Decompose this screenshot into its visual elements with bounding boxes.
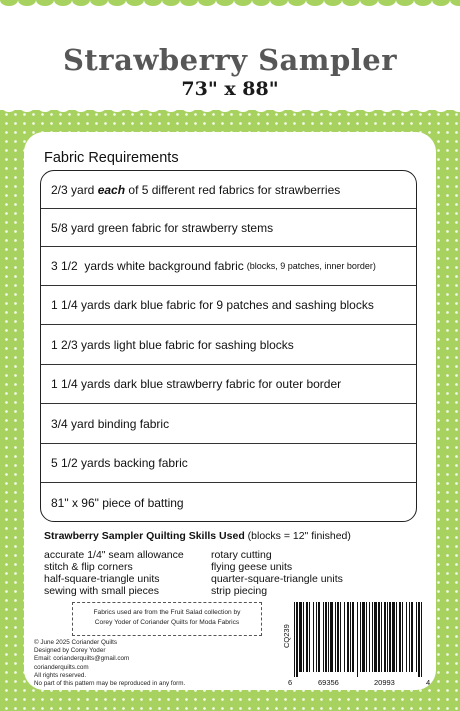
fabric-requirements-list: [40, 170, 417, 522]
credit-line: corianderquilts.com: [34, 663, 89, 671]
requirement-text: 2/3 yard: [51, 182, 98, 197]
skill-item: half-square-triangle units: [44, 573, 160, 585]
pattern-title: Strawberry Sampler: [62, 43, 398, 77]
barcode-digits: [282, 678, 430, 688]
skill-item: stitch & flip corners: [44, 561, 133, 573]
skill-item: sewing with small pieces: [44, 585, 159, 597]
skill-item: quarter-square-triangle units: [211, 573, 343, 585]
barcode-group-2: 20993: [374, 678, 395, 687]
skills-column-right: [211, 549, 343, 597]
requirement-text: 1 1/4 yards dark blue fabric for 9 patches and sashing blocks: [51, 298, 374, 312]
requirement-text: 5/8 yard green fabric for strawberry stems: [51, 220, 274, 235]
requirement-text: 3/4 yard binding fabric: [51, 416, 170, 431]
skill-item: accurate 1/4" seam allowance: [44, 549, 184, 561]
skills-heading-note: (blocks = 12" finished): [244, 530, 351, 542]
fabric-requirement-row: [41, 209, 416, 247]
skill-item: flying geese units: [211, 561, 293, 573]
fabric-requirement-row: [41, 365, 416, 404]
requirement-text: 1 2/3 yards light blue fabric for sashing blocks: [51, 337, 294, 352]
copyright-credits: [34, 639, 185, 688]
requirement-text-continued: of 5 different red fabrics for strawberries: [125, 182, 341, 197]
pattern-code: CQ239: [282, 624, 291, 648]
barcode-bars: [294, 602, 422, 677]
fabric-requirement-row: [41, 171, 416, 209]
fabric-collection-note: [72, 602, 262, 636]
scallop-top-edge: [0, 0, 460, 14]
barcode-digit-first: 6: [288, 678, 293, 687]
skill-item: rotary cutting: [211, 549, 272, 561]
skills-heading-title: Strawberry Sampler Quilting Skills Used: [44, 530, 245, 542]
requirement-text: 81" x 96" piece of batting: [51, 496, 184, 510]
requirement-text: 3 1/2 yards white background fabric: [51, 259, 244, 273]
requirement-emphasis: each: [97, 182, 126, 197]
credit-line: © June 2025 Coriander Quilts: [34, 639, 118, 646]
fabric-note-line: Fabrics used are from the Fruit Salad collection by: [93, 609, 241, 616]
fabric-requirement-row: [41, 483, 416, 522]
skill-item: strip piecing: [211, 585, 268, 597]
skills-heading: [44, 530, 351, 542]
fabric-note-line: Corey Yoder of Coriander Quilts for Moda Fabrics: [94, 619, 240, 626]
header-banner: [0, 0, 460, 110]
credit-line: All rights reserved.: [34, 671, 87, 679]
requirement-text: 5 1/2 yards backing fabric: [51, 456, 188, 470]
fabric-requirement-row: [41, 444, 416, 483]
credit-line: Designed by Corey Yoder: [34, 647, 106, 655]
fabric-requirement-row: [41, 247, 416, 286]
fabric-requirement-row: [41, 404, 416, 444]
barcode-digit-last: 4: [426, 678, 431, 687]
fabric-requirement-row: [41, 325, 416, 365]
skills-column-left: [44, 549, 184, 597]
requirement-note: (blocks, 9 patches, inner border): [246, 261, 376, 271]
fabric-requirements-heading: Fabric Requirements: [44, 150, 179, 166]
requirement-text: 1 1/4 yards dark blue strawberry fabric for outer border: [51, 377, 342, 391]
pattern-info-card: [24, 132, 436, 690]
credit-line: No part of this pattern may be reproduced in any form.: [34, 680, 186, 688]
scallop-bottom-edge: [0, 103, 460, 117]
credit-line: Email: corianderquilts@gmail.com: [34, 655, 130, 663]
fabric-requirement-row: [41, 286, 416, 325]
barcode-group-1: 69356: [318, 678, 339, 687]
product-barcode: [282, 602, 430, 690]
quilt-size: 73" x 88": [181, 78, 279, 100]
